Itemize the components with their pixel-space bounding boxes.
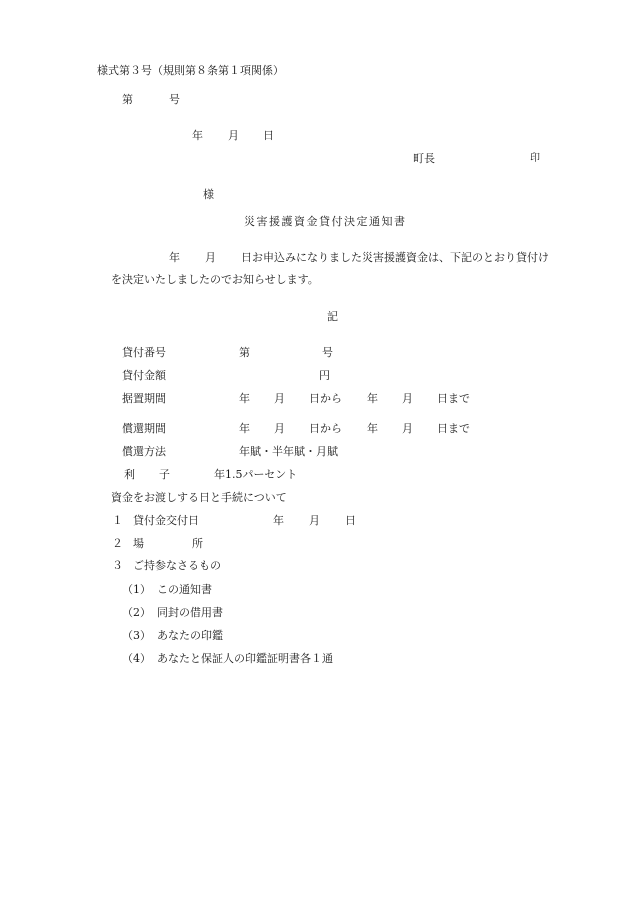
- subitem-1-num: （1）: [122, 583, 151, 596]
- interest-label-ko: 子: [159, 468, 170, 481]
- repayment-year1: 年: [239, 422, 250, 435]
- issuer-title: 町長: [413, 152, 435, 165]
- deferment-month1: 月: [274, 392, 285, 405]
- date-month: 月: [228, 129, 239, 142]
- subitem-3-text: あなたの印鑑: [157, 629, 223, 642]
- deferment-year1: 年: [239, 392, 250, 405]
- interest-value: 年1.5パーセント: [214, 468, 298, 481]
- subitem-3-num: （3）: [122, 629, 151, 642]
- seal-mark: 印: [530, 153, 540, 164]
- subitem-4-text: あなたと保証人の印鑑証明書各１通: [157, 652, 333, 665]
- loan-number-go: 号: [322, 346, 333, 359]
- form-header: 様式第３号（規則第８条第１項関係）: [97, 64, 284, 77]
- procedure-item2-label-sho: 所: [192, 537, 203, 550]
- body-line2: を決定いたしましたのでお知らせします。: [111, 273, 319, 286]
- procedure-item1-day: 日: [345, 514, 356, 527]
- deferment-period-label: 据置期間: [122, 392, 166, 405]
- subitem-2-text: 同封の借用書: [157, 606, 223, 619]
- document-title: 災害援護資金貸付決定通知書: [244, 215, 407, 228]
- body-year: 年: [169, 251, 180, 264]
- procedure-item2-label-ba: 場: [133, 537, 144, 550]
- repayment-method-value: 年賦・半年賦・月賦: [239, 445, 338, 458]
- loan-number-dai: 第: [239, 346, 250, 359]
- procedure-item3-label: ご持参なさるもの: [133, 559, 221, 572]
- ki-mark: 記: [327, 310, 338, 323]
- date-day: 日: [263, 129, 274, 142]
- procedure-item1-num: １: [112, 514, 123, 527]
- body-month: 月: [205, 251, 216, 264]
- date-year: 年: [192, 129, 203, 142]
- procedure-item1-label: 貸付金交付日: [133, 514, 199, 527]
- repayment-month2: 月: [402, 422, 413, 435]
- deferment-month2: 月: [402, 392, 413, 405]
- repayment-until: 日まで: [437, 422, 470, 435]
- deferment-from: 日から: [309, 392, 342, 405]
- repayment-period-label: 償還期間: [122, 422, 166, 435]
- procedure-heading: 資金をお渡しする日と手続について: [111, 491, 287, 504]
- deferment-until: 日まで: [437, 392, 470, 405]
- interest-label-ri: 利: [124, 468, 135, 481]
- loan-number-label: 貸付番号: [122, 346, 166, 359]
- deferment-year2: 年: [367, 392, 378, 405]
- repayment-month1: 月: [274, 422, 285, 435]
- number-dai: 第: [122, 93, 133, 106]
- subitem-2-num: （2）: [122, 606, 151, 619]
- procedure-item3-num: ３: [112, 559, 123, 572]
- procedure-item1-year: 年: [273, 514, 284, 527]
- procedure-item2-num: ２: [112, 537, 123, 550]
- subitem-4-num: （4）: [122, 652, 151, 665]
- loan-amount-yen: 円: [319, 369, 330, 382]
- loan-amount-label: 貸付金額: [122, 369, 166, 382]
- repayment-year2: 年: [367, 422, 378, 435]
- repayment-from: 日から: [309, 422, 342, 435]
- addressee-sama: 様: [203, 188, 214, 201]
- subitem-1-text: この通知書: [157, 583, 212, 596]
- body-line1-rest: 日お申込みになりました災害援護資金は、下記のとおり貸付け: [241, 251, 549, 264]
- repayment-method-label: 償還方法: [122, 445, 166, 458]
- procedure-item1-month: 月: [309, 514, 320, 527]
- number-go: 号: [169, 93, 180, 106]
